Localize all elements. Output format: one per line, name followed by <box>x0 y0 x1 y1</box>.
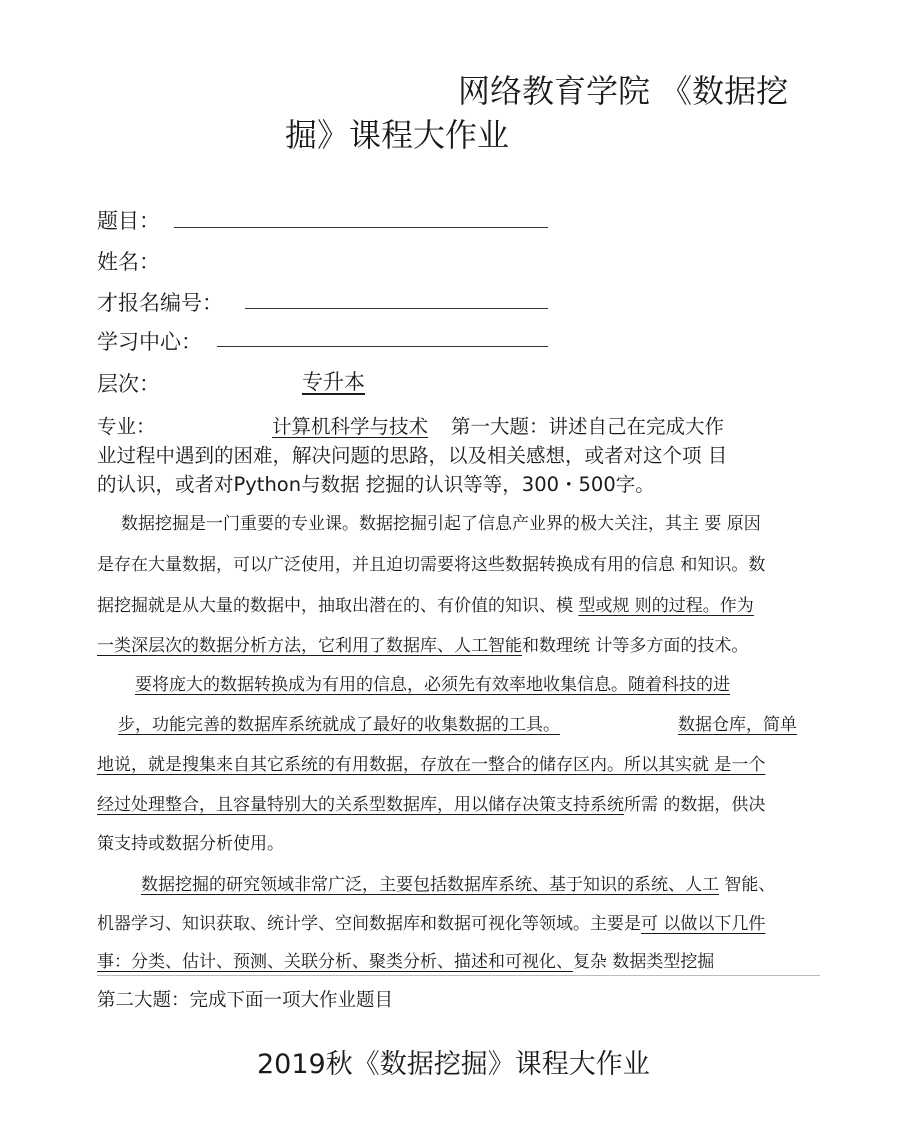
para-1-line-3a: 据挖掘就是从大量的数据中，抽取出潜在的、有价值的知识、模 <box>97 596 579 616</box>
para-1-line-4b: 和数理统 计等多方面的技术。 <box>522 636 749 656</box>
para-1-line-4a: 一类深层次的数据分析方法，它利用了数据库、人工智能 <box>97 636 522 656</box>
reg-number-label: 才报名编号： <box>97 291 223 315</box>
reg-number-blank[interactable] <box>245 308 548 309</box>
para-2-line-1: 要将庞大的数据转换成为有用的信息，必须先有效率地收集信息。随着科技的进 <box>135 675 730 695</box>
name-label: 姓名： <box>97 250 160 274</box>
para-3-line-3 <box>97 947 714 972</box>
question-1-line-3: 的认识，或者对Python与数据 挖掘的认识等等，300・500字。 <box>97 473 655 496</box>
para-3-line-3a: 事：分类、估计、预测、关联分析、聚类分析、描述和可视化、 <box>97 952 573 972</box>
para-2-line-4 <box>97 790 765 815</box>
assignment-subtitle: 2019秋《数据挖掘》课程大作业 <box>257 1049 650 1080</box>
para-2-line-4a: 经过处理整合，且容量特别大的关系型数据库，用以储存决策支持系统 <box>97 795 624 815</box>
page-title-line-2: 掘》课程大作业 <box>285 116 510 154</box>
para-2-line-5: 策支持或数据分析使用。 <box>97 834 284 854</box>
para-1-line-2: 是存在大量数据，可以广泛使用，并且迫切需要将这些数据转换成有用的信息 和知识。数 <box>97 555 766 575</box>
para-1-line-4 <box>97 631 748 656</box>
level-value: 专升本 <box>302 370 365 394</box>
topic-blank[interactable] <box>174 227 548 228</box>
study-center-blank[interactable] <box>217 346 548 347</box>
para-3-line-1b: 智能、 <box>719 875 776 895</box>
level-label: 层次： <box>97 372 160 396</box>
major-label: 专业： <box>97 415 156 438</box>
page-title-line-1: 网络教育学院 《数据挖 <box>458 72 789 110</box>
question-1-line-1: 第一大题：讲述自己在完成大作 <box>451 415 725 438</box>
study-center-label: 学习中心： <box>97 330 202 354</box>
topic-label: 题目： <box>97 209 160 233</box>
para-3-line-2b: 可 以做以下几件 <box>641 914 766 934</box>
question-2-label: 第二大题：完成下面一项大作业题目 <box>97 990 394 1011</box>
para-2-line-2a: 步，功能完善的数据库系统就成了最好的收集数据的工具。 <box>118 715 560 735</box>
section-divider <box>97 975 820 976</box>
para-3-line-2a: 机器学习、知识获取、统计学、空间数据库和数据可视化等领域。主要是 <box>97 914 641 934</box>
para-1-line-3b: 型或规 则的过程。作为 <box>578 596 754 616</box>
para-3-line-1 <box>141 870 775 895</box>
major-value: 计算机科学与技术 <box>272 415 429 438</box>
para-1-line-1: 数据挖掘是一门重要的专业课。数据挖掘引起了信息产业界的极大关注，其主 要 原因 <box>121 514 761 534</box>
para-3-line-3b: 复杂 数据类型挖掘 <box>573 952 715 972</box>
para-3-line-1a: 数据挖掘的研究领域非常广泛，主要包括数据库系统、基于知识的系统、人工 <box>141 875 719 895</box>
para-2-line-3: 地说，就是搜集来自其它系统的有用数据，存放在一整合的储存区内。所以其实就 是一个 <box>97 755 766 775</box>
para-2-line-4b: 所需 的数据，供决 <box>624 795 766 815</box>
question-1-line-2: 业过程中遇到的困难，解决问题的思路，以及相关感想，或者对这个项 目 <box>97 444 728 467</box>
para-2-line-2b: 数据仓库，简单 <box>678 715 797 735</box>
para-1-line-3 <box>97 591 754 616</box>
para-3-line-2 <box>97 909 765 934</box>
